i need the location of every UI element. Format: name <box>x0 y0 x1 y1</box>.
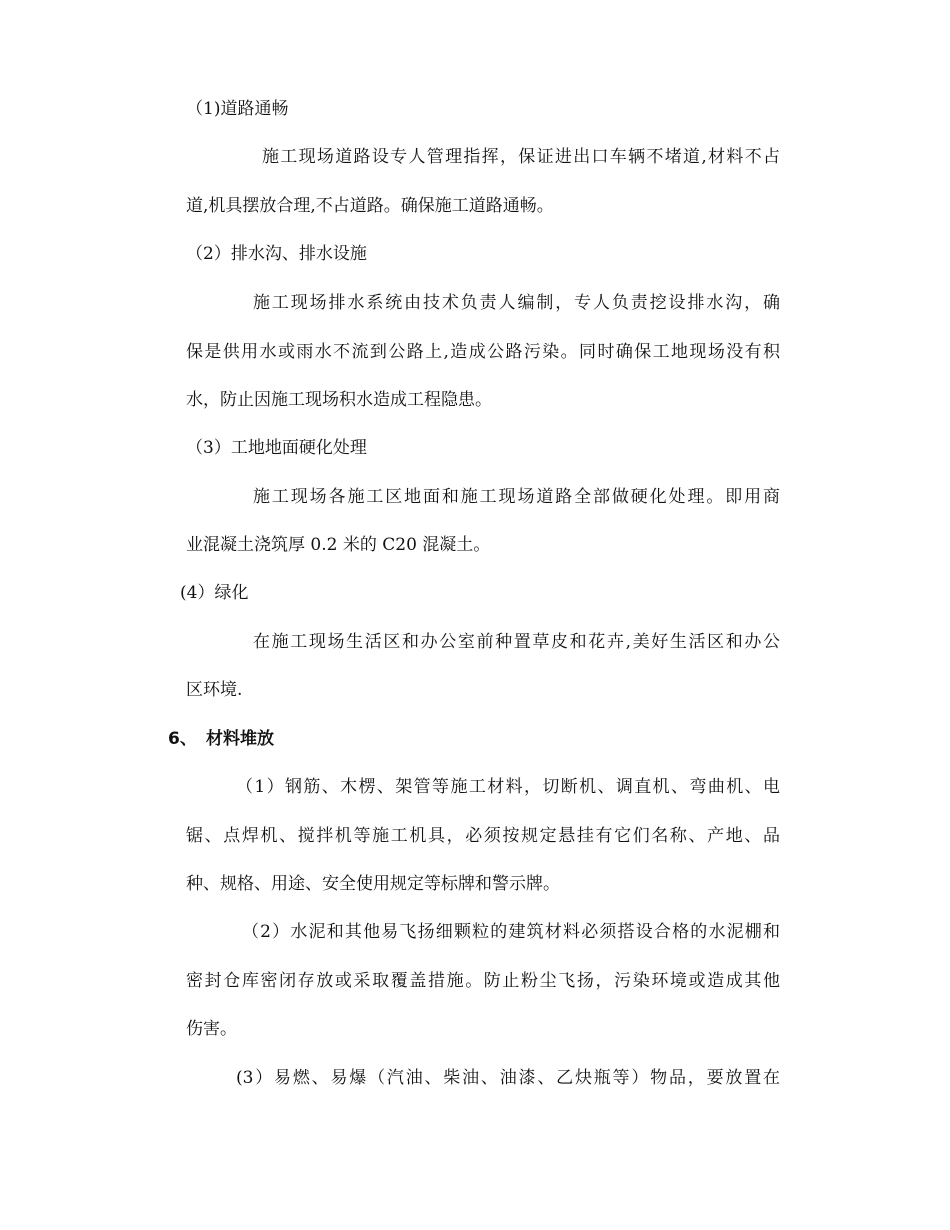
paragraph-line: 水，防止因施工现场积水造成工程隐患。 <box>186 390 492 410</box>
paragraph-line: （1）钢筋、木楞、架管等施工材料，切断机、调直机、弯曲机、电 <box>236 777 780 797</box>
paragraph-line: 道,机具摆放合理,不占道路。确保施工道路通畅。 <box>186 196 554 216</box>
paragraph-line: 密封仓库密闭存放或采取覆盖措施。防止粉尘飞扬，污染环境或造成其他 <box>186 971 780 991</box>
subheading-greening: (4）绿化 <box>180 583 249 603</box>
paragraph-line: 区环境. <box>186 680 243 700</box>
paragraph-line: 锯、点焊机、搅拌机等施工机具，必须按规定悬挂有它们名称、产地、品 <box>186 826 780 846</box>
section-title: 材料堆放 <box>206 729 274 749</box>
paragraph-line: 在施工现场生活区和办公室前种置草皮和花卉,美好生活区和办公 <box>253 632 780 652</box>
paragraph-line: 施工现场道路设专人管理指挥，保证进出口车辆不堵道,材料不占 <box>262 147 780 167</box>
section-number: 6、 <box>168 729 197 749</box>
paragraph-line: 施工现场各施工区地面和施工现场道路全部做硬化处理。即用商 <box>253 487 780 507</box>
paragraph-line: 保是供用水或雨水不流到公路上,造成公路污染。同时确保工地现场没有积 <box>186 342 780 362</box>
paragraph-line: 施工现场排水系统由技术负责人编制，专人负责挖设排水沟，确 <box>253 293 780 313</box>
subheading-ground-hardening: （3）工地地面硬化处理 <box>186 438 367 458</box>
paragraph-line: 业混凝土浇筑厚 0.2 米的 C20 混凝土。 <box>186 535 491 555</box>
paragraph-line: (3）易燃、易爆（汽油、柴油、油漆、乙炔瓶等）物品，要放置在 <box>236 1068 780 1088</box>
paragraph-line: （2）水泥和其他易飞扬细颗粒的建筑材料必须搭设合格的水泥棚和 <box>242 922 780 942</box>
subheading-drainage: （2）排水沟、排水设施 <box>186 244 367 264</box>
paragraph-line: 种、规格、用途、安全使用规定等标牌和警示牌。 <box>186 874 560 894</box>
paragraph-line: 伤害。 <box>186 1019 237 1039</box>
subheading-road-clear: （1)道路通畅 <box>186 99 289 119</box>
